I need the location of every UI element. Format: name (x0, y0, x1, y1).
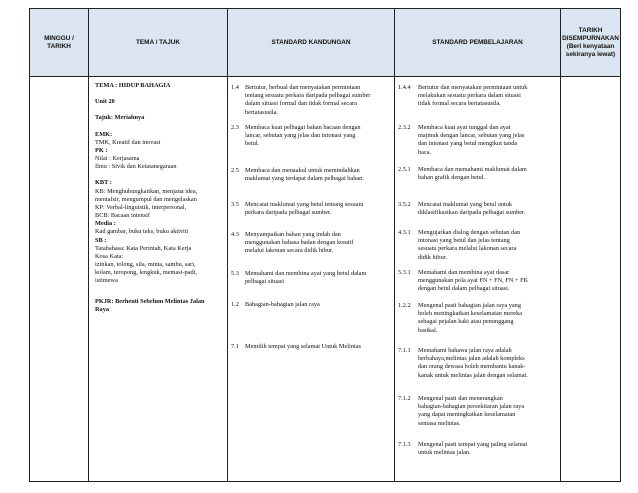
standard-kandungan-text (245, 84, 391, 117)
standard-kandungan-text (245, 343, 391, 351)
standard-kandungan-text-line: Bahagian-bahagian jalan raya (245, 301, 320, 308)
kbt-line1: KB: Menghubungkaitkan, menjana idea, (95, 187, 198, 195)
standard-pembelajaran-item (398, 124, 557, 157)
standard-kandungan-item (231, 201, 391, 217)
standard-pembelajaran-text-line: Bertutur dan menyatakan permintaan untuk (418, 84, 528, 91)
standard-kandungan-text (245, 270, 391, 286)
kbt-line3: KP: Verbal-linguistik, interpersonal, (95, 203, 187, 211)
standard-pembelajaran-text-line: melakukan sesuatu perkara dalam situasi (418, 92, 521, 100)
standard-kandungan-text-line: Memilih tempat yang selamat Untuk Melintas (245, 343, 361, 350)
standard-pembelajaran-text-line: bahan grafik dengan betul. (418, 174, 486, 182)
standard-kandungan-text-line: tentang sesuatu perkara daripada pelbagai sumber (245, 92, 371, 100)
standard-pembelajaran-text (418, 269, 557, 294)
standard-pembelajaran-cell (395, 77, 561, 482)
standard-kandungan-text-line: perkara daripada pelbagai sumber. (245, 209, 332, 217)
standard-pembelajaran-number: 1.2.2 (398, 302, 411, 309)
standard-kandungan-text (245, 231, 391, 256)
standard-pembelajaran-text-line: kanak untuk melintas jalan dengan selamat. (418, 371, 528, 379)
emk-label: EMK: (95, 130, 113, 138)
unit-label: Unit 20 (95, 98, 115, 106)
standard-pembelajaran-text-line: baca. (418, 148, 432, 156)
standard-kandungan-text (245, 301, 391, 309)
standard-pembelajaran-number: 7.1.3 (398, 441, 411, 448)
standard-pembelajaran-text-line: tidak formal secara bertatasusila. (418, 100, 501, 108)
sb-line4: kolam, teropong, lengkuk, memasi-padi, (95, 269, 197, 277)
standard-kandungan-item (231, 231, 391, 256)
header-col5-line1: TARIKH (578, 26, 603, 34)
standard-kandungan-item (231, 301, 391, 309)
header-col5-line2: DISEMPURNAKAN (562, 34, 619, 42)
standard-pembelajaran-text-line: yang dapat meningkatkan keselamatan (418, 411, 516, 419)
standard-pembelajaran-text (418, 229, 557, 262)
emk-value: TMK, Kreatif dan inovasi (95, 138, 161, 146)
standard-pembelajaran-text-line: Mencatat maklumat yang betul untuk (418, 201, 513, 208)
standard-kandungan-text-line: dalam situasi formal dan tidak formal secara (245, 100, 357, 108)
standard-pembelajaran-text-line: Mengenal pasti bahagian jalan raya yang (418, 302, 521, 309)
header-standard-pembelajaran: STANDARD PEMBELAJARAN (395, 9, 561, 77)
standard-kandungan-number: 7.1 (231, 343, 239, 350)
standard-pembelajaran-text-line: intonasi yang betul dan jelas tentang (418, 237, 510, 245)
pk-line1: Nilai : Kerjasama (95, 155, 140, 163)
standard-pembelajaran-text-line: Memahami bahawa jalan raya adalah (418, 347, 512, 354)
standard-pembelajaran-text-line: menggunakan pola ayat FN + FN, FN + FK (418, 277, 529, 285)
sb-line2: Kosa Kata: (95, 252, 124, 260)
standard-pembelajaran-text-line: Mengujarkan dialog dengan sebutan dan (418, 229, 521, 236)
standard-pembelajaran-text-line: dengan betul dalam pelbagai situasi. (418, 285, 510, 293)
standard-pembelajaran-number: 5.3.1 (398, 269, 411, 276)
standard-kandungan-number: 1.2 (231, 301, 239, 308)
pk-line2: Ilmu : Sivik dan Ketatanegaraan (95, 163, 177, 171)
standard-kandungan-text-line: Bertutur, berbual dan menyatakan permintaan (245, 84, 361, 91)
standard-pembelajaran-text-line: semasa melintas. (418, 419, 461, 427)
standard-pembelajaran-item (398, 269, 557, 294)
standard-pembelajaran-text-line: Memahami dan membina ayat dasar (418, 269, 510, 276)
standard-pembelajaran-text-line: sesuatu perkara melalui lakonan secara (418, 245, 517, 253)
standard-pembelajaran-number: 7.1.2 (398, 395, 411, 402)
pkjr-line2: Raya (95, 305, 109, 313)
tema-title: TEMA : HIDUP BAHAGIA (95, 82, 171, 89)
standard-kandungan-text-line: Memahami dan membina ayat yang betul dalam (245, 270, 367, 277)
standard-pembelajaran-number: 3.5.2 (398, 201, 411, 208)
standard-pembelajaran-text (418, 166, 557, 182)
standard-pembelajaran-text-line: didik hibur. (418, 253, 448, 261)
standard-pembelajaran-text-line: berbahaya,melintas jalan adalah kompleks (418, 355, 525, 363)
kbt-line2: mentafsir, mengumpul dan mengelaskan (95, 195, 197, 203)
tema-content (89, 77, 227, 486)
standard-kandungan-text-line: betul. (245, 140, 260, 148)
content-row (30, 77, 621, 482)
standard-pembelajaran-number: 1.4.4 (398, 84, 411, 91)
standard-pembelajaran-text-line: Membaca kuat ayat tunggal dan ayat (418, 124, 511, 131)
standard-kandungan-item (231, 343, 391, 351)
header-col5-line3: (Beri kenyataan (566, 42, 615, 50)
standard-pembelajaran-text (418, 201, 557, 217)
standard-kandungan-cell (228, 77, 395, 482)
standard-pembelajaran-text-line: untuk melintas jalan. (418, 449, 471, 457)
standard-kandungan-text (245, 167, 391, 183)
standard-kandungan-text (245, 124, 391, 149)
tarikh-disempurnakan-cell (561, 77, 621, 482)
media-line1: Kad gambar, buku teks, buku aktiviti (95, 228, 189, 236)
standard-kandungan-text-line: maklumat yang terdapat dalam pelbagai bahan. (245, 175, 364, 183)
sb-line1: Tatabahasa: Kata Perintah, Kata Kerja (95, 244, 192, 252)
sb-label: SB : (95, 236, 107, 244)
pkjr-line1: PKJR: Berhenti Sebelum Melintas Jalan (95, 297, 205, 305)
standard-kandungan-item (231, 124, 391, 149)
standard-kandungan-text-line: lancar, sebutan yang jelas dan intonasi yang (245, 132, 356, 140)
standard-kandungan-number: 1.4 (231, 84, 239, 91)
standard-kandungan-item (231, 84, 391, 117)
standard-kandungan-number: 4.3 (231, 231, 239, 238)
standard-pembelajaran-item (398, 84, 557, 109)
standard-pembelajaran-text-line: dan orang dewasa boleh membantu kanak- (418, 363, 526, 371)
standard-pembelajaran-text-line: bahagian-bahagian persekitaran jalan raya (418, 403, 525, 411)
standard-pembelajaran-number: 2.3.2 (398, 124, 411, 131)
standard-kandungan-list (228, 77, 394, 481)
standard-pembelajaran-item (398, 229, 557, 262)
standard-pembelajaran-text (418, 347, 557, 380)
tajuk-label: Tajuk: Meriahnya (95, 114, 145, 122)
lesson-plan-table (29, 8, 621, 482)
header-minggu-tarikh: MINGGU / TARIKH (30, 9, 89, 77)
pk-label: PK : (95, 146, 108, 154)
standard-kandungan-text (245, 201, 391, 217)
standard-pembelajaran-text-line: diklasifikasikan daripada pelbagai sumber. (418, 209, 526, 217)
standard-pembelajaran-text-line: sebagai pejalan kaki atau penunggang (418, 318, 514, 326)
standard-pembelajaran-text (418, 395, 557, 428)
standard-kandungan-number: 5.3 (231, 270, 239, 277)
sb-line3: izinkan, tolong, sila, minta, sambu, sari, (95, 261, 196, 269)
minggu-cell (30, 77, 89, 482)
standard-kandungan-text-line: Mencatat maklumat yang betul tentang sesuatu (245, 201, 364, 208)
standard-kandungan-text-line: pelbagai situasi (245, 278, 284, 286)
standard-pembelajaran-text-line: Mengenal pasti tempat yang paling selamat (418, 441, 528, 448)
standard-pembelajaran-text-line: boleh meningkatkan keselamatan mereka (418, 310, 523, 318)
standard-pembelajaran-item (398, 441, 557, 457)
standard-kandungan-text-line: bertatasusila. (245, 108, 279, 116)
standard-kandungan-number: 2.3 (231, 124, 239, 131)
header-col5-line4: sekiranya lewat) (565, 50, 616, 58)
standard-pembelajaran-item (398, 166, 557, 182)
standard-kandungan-text-line: menggunakan bahasa badan dengan kreatif (245, 239, 354, 247)
standard-pembelajaran-text (418, 84, 557, 109)
sb-line5: istimewa (95, 277, 118, 285)
header-tema-tajuk: TEMA / TAJUK (89, 9, 228, 77)
standard-kandungan-number: 3.5 (231, 201, 239, 208)
tema-cell (89, 77, 228, 482)
standard-pembelajaran-item (398, 347, 557, 380)
standard-kandungan-text-line: Membaca kuat pelbagai bahan bacaan dengan (245, 124, 361, 131)
standard-kandungan-text-line: Menyampaikan bahan yang indah dan (245, 231, 341, 238)
standard-pembelajaran-text (418, 441, 557, 457)
standard-pembelajaran-item (398, 302, 557, 335)
standard-pembelajaran-item (398, 201, 557, 217)
kbt-line4: BCB: Bacaan intensif (95, 212, 150, 220)
standard-pembelajaran-number: 2.5.1 (398, 166, 411, 173)
header-row (30, 9, 621, 77)
standard-pembelajaran-text (418, 124, 557, 157)
standard-pembelajaran-text (418, 302, 557, 335)
kbt-label: KBT : (95, 179, 112, 187)
standard-kandungan-text-line: melalui lakonan secara didik hibur. (245, 247, 334, 255)
standard-kandungan-item (231, 167, 391, 183)
standard-kandungan-number: 2.5 (231, 167, 239, 174)
standard-pembelajaran-text-line: majmuk dengan lancar, sebutan yang jelas (418, 132, 525, 140)
standard-kandungan-item (231, 270, 391, 286)
header-tarikh-disempurnakan (561, 9, 621, 77)
standard-kandungan-text-line: Membaca dan menaakul untuk memindahkan (245, 167, 360, 174)
standard-pembelajaran-item (398, 395, 557, 428)
standard-pembelajaran-number: 4.3.1 (398, 229, 411, 236)
standard-pembelajaran-list (395, 77, 560, 481)
standard-pembelajaran-number: 7.1.1 (398, 347, 411, 354)
media-label: Media : (95, 220, 116, 228)
standard-pembelajaran-text-line: Mengenal pasti dan menerangkan (418, 395, 503, 402)
standard-pembelajaran-text-line: Membaca dan memahami maklumat dalam (418, 166, 527, 173)
header-standard-kandungan: STANDARD KANDUNGAN (228, 9, 395, 77)
standard-pembelajaran-text-line: basikal. (418, 326, 438, 334)
standard-pembelajaran-text-line: dan intonasi yang betul mengikut tanda (418, 140, 518, 148)
